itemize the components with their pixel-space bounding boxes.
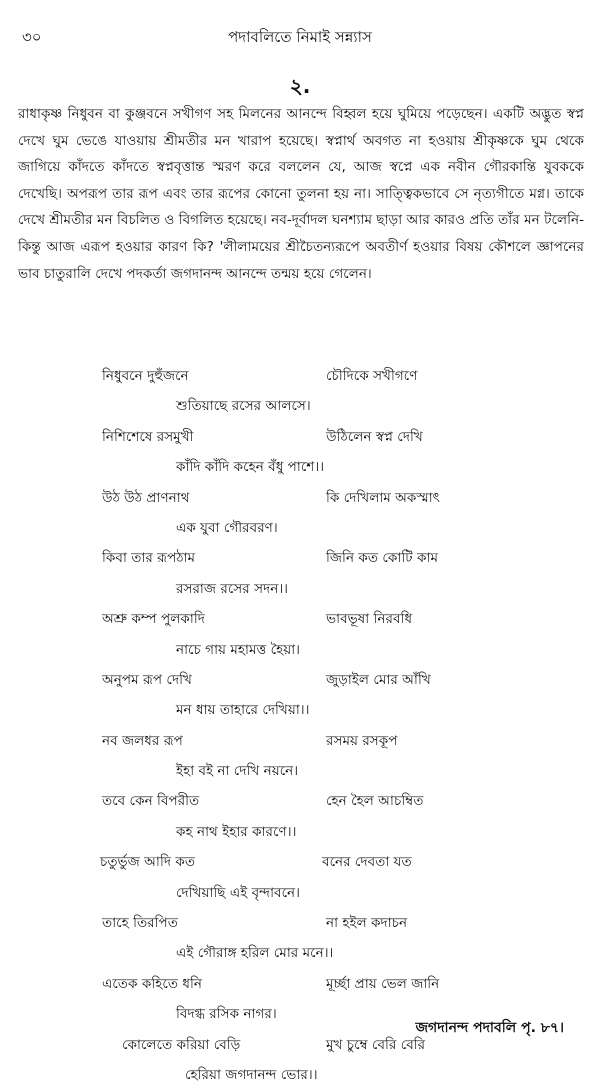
- section-number: ২.: [289, 74, 311, 98]
- verse-right-half: উঠিলেন স্বপ্ন দেখি: [326, 428, 423, 445]
- verse-right-half: মুখ চুম্বে বেরি বেরি: [326, 1036, 426, 1053]
- verse-refrain: ইহা বই না দেখি নয়নে।: [176, 763, 299, 780]
- verse-block: [0, 361, 600, 1090]
- verse-refrain: কহ নাথ ইহার কারণে।।: [176, 823, 297, 840]
- verse-left-half: চতুর্ভুজ আদি কত: [100, 854, 196, 871]
- verse-right-half: হেন হৈল আচম্বিত: [326, 793, 424, 810]
- verse-line: [0, 726, 600, 756]
- verse-right-half: চৌদিকে সখীগণে: [326, 368, 418, 384]
- prose-paragraph: রাধাকৃষ্ণ নিধুবন বা কুঞ্জবনে সখীগণ সহ মিলনের আনন্দে বিহ্বল হয়ে ঘুমিয়ে পড়েছেন। একটি অদ্ভুত স্বপ্ন দেখে ঘুম ভেঙে যাওয়ায় শ্রীমতীর মন খারাপ হয়েছে। স্বপ্নার্থ অবগত না হওয়ায় শ্রীকৃষ্ণকে ঘুম থেকে জাগিয়ে কাঁদতে কাঁদতে স্বপ্নবৃত্তান্ত স্মরণ করে বললেন যে, আজ স্বপ্নে এক নবীন গৌরকান্তি যুবককে দেখেছি। অপরূপ তার রূপ এবং তার রূপের কোনো তুলনা হয় না। সাত্ত্বিকভাবে সে নৃত্যগীতে মগ্ন। তাকে দেখে শ্রীমতীর মন বিচলিত ও বিগলিত হয়েছে। নব-দূর্বাদল ঘনশ্যাম ছাড়া আর কারও প্রতি তাঁর মন টলেনি-কিন্তু আজ এরূপ হওয়ার কারণ কি? 'লীলাময়ের শ্রীচৈতন্যরূপে অবতীর্ণ হওয়ার বিষয় কৌশলে জ্ঞাপনের ভাব চাতুরালি দেখে পদকর্তা জগদানন্দ আনন্দে তন্ময় হয়ে গেলেন।: [18, 106, 584, 282]
- verse-right-half: মূর্চ্ছা প্রায় ভেল জানি: [326, 975, 440, 992]
- verse-refrain: বিদগ্ধ রসিক নাগর।: [176, 1006, 277, 1023]
- verse-right-half: জিনি কত কোটি কাম: [326, 550, 438, 567]
- verse-line: [0, 847, 600, 877]
- verse-right-half: রসময় রসকূপ: [326, 732, 398, 749]
- verse-left-half: নিশিশেষে রসমুখী: [102, 428, 194, 445]
- verse-right-half: কি দেখিলাম অকস্মাৎ: [326, 489, 440, 506]
- verse-line: [0, 361, 600, 391]
- verse-refrain-line: [0, 513, 600, 543]
- page-number: ৩০: [22, 28, 42, 46]
- verse-line: [0, 665, 600, 695]
- verse-line: [0, 786, 600, 816]
- verse-refrain: শুতিয়াছে রসের আলসে।: [176, 398, 311, 415]
- verse-right-half: জুড়াইল মোর আঁখি: [326, 671, 431, 688]
- verse-refrain: এক যুবা গৌরবরণ।: [176, 519, 278, 536]
- verse-line: [0, 604, 600, 634]
- verse-refrain-line: [0, 1060, 600, 1090]
- verse-right-half: না হইল কদাচন: [326, 915, 408, 932]
- verse-refrain-line: [0, 574, 600, 604]
- verse-left-half: এতেক কহিতে ধনি: [102, 975, 202, 992]
- verse-refrain-line: [0, 878, 600, 908]
- verse-refrain-line: [0, 695, 600, 725]
- verse-refrain: নাচে গায় মহামত্ত হৈয়া।: [176, 641, 301, 658]
- verse-refrain: রসরাজ রসের সদন।।: [176, 580, 289, 597]
- verse-refrain-line: [0, 756, 600, 786]
- verse-left-half: নব জলধর রূপ: [102, 732, 183, 749]
- verse-left-half: তবে কেন বিপরীত: [102, 793, 200, 810]
- verse-line: [0, 908, 600, 938]
- verse-line: [0, 969, 600, 999]
- verse-refrain-line: [0, 452, 600, 482]
- verse-left-half: অনুপম রূপ দেখি: [102, 671, 192, 688]
- verse-refrain: এই গৌরাঙ্গ হরিল মোর মনে।।: [176, 945, 334, 962]
- verse-refrain-line: [0, 635, 600, 665]
- verse-left-half: কিবা তার রূপঠাম: [102, 550, 196, 567]
- verse-line: [0, 422, 600, 452]
- verse-refrain-line: [0, 391, 600, 421]
- verse-refrain: মন ধায় তাহারে দেখিয়া।।: [176, 702, 310, 719]
- running-title: পদাবলিতে নিমাই সন্ন্যাস: [228, 28, 372, 46]
- verse-line: [0, 543, 600, 573]
- source-citation: জগদানন্দ পদাবলি পৃ. ৮৭।: [415, 1020, 564, 1036]
- prose-section: [18, 101, 584, 287]
- verse-right-half: বনের দেবতা যত: [322, 854, 412, 871]
- verse-refrain: হেরিয়া জগদানন্দ ভোর।।: [185, 1066, 318, 1083]
- verse-left-half: উঠ উঠ প্রাণনাথ: [102, 489, 190, 506]
- page-header: [22, 26, 578, 50]
- verse-left-half: তাহে তিরপিত: [102, 915, 178, 932]
- verse-right-half: ভাবভূষা নিরবধি: [326, 611, 413, 628]
- verse-left-half: অশ্রু কম্প পুলকাদি: [102, 611, 205, 628]
- verse-left-half: কোলেতে করিয়া বেড়ি: [122, 1036, 241, 1053]
- verse-refrain: দেখিয়াছি এই বৃন্দাবনে।: [176, 884, 301, 901]
- verse-left-half: নিধুবনে দুহুঁজনে: [102, 368, 189, 384]
- verse-refrain: কাঁদি কাঁদি কহেন বঁধু পাশে।।: [176, 459, 325, 476]
- verse-refrain-line: [0, 938, 600, 968]
- verse-line: [0, 483, 600, 513]
- verse-refrain-line: [0, 817, 600, 847]
